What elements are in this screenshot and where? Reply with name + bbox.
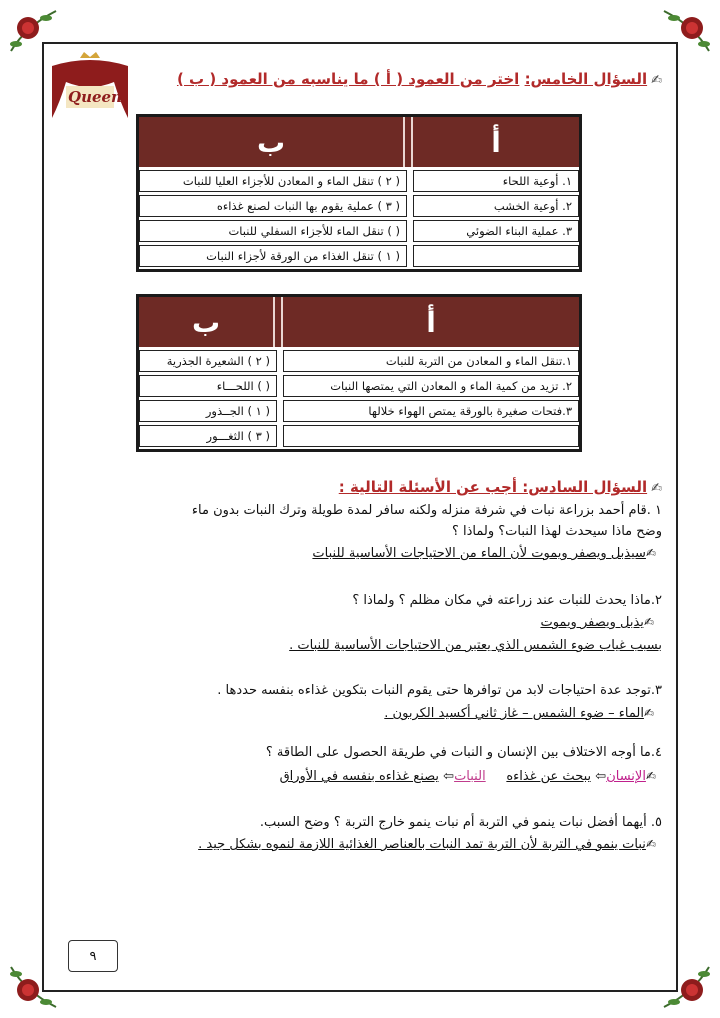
q5-label: السؤال الخامس: [524, 70, 648, 88]
column-b-header: ب [191, 305, 221, 339]
column-b-cell: ( ١ ) تنقل الغذاء من الورقة لأجزاء النبات [139, 245, 407, 267]
match-table-2 [136, 294, 582, 452]
rose-corner-icon [6, 6, 64, 56]
match-table-1 [136, 114, 582, 272]
table-row [139, 425, 579, 447]
column-b-cell: ( ١ ) الجــذور [139, 400, 277, 422]
pen-icon: ✍ [643, 706, 654, 720]
column-a-cell [413, 245, 579, 267]
column-b-cell: ( ٢ ) تنقل الماء و المعادن للأجزاء العليا للنبات [139, 170, 407, 192]
column-a-header: أ [491, 125, 501, 159]
question-text: ١ .قام أحمد بزراعة نبات في شرفة منزله ولكنه سافر لمدة طويلة وترك النبات بدون ماء [191, 503, 662, 518]
question-text: ٢.ماذا يحدث للنبات عند زراعته في مكان مظلم ؟ ولماذا ؟ [352, 593, 662, 608]
pen-icon: ✍ [651, 481, 662, 496]
answer-text: الماء – ضوء الشمس – غاز ثاني أكسيد الكربون . [384, 706, 644, 721]
column-a-cell [283, 425, 579, 447]
question-text: ٣.توجد عدة احتياجات لابد من توافرها حتى يقوم النبات بتكوين غذاءه بنفسه حددها . [217, 683, 662, 698]
page-number: ٩ [68, 940, 118, 972]
answer-line [198, 837, 656, 852]
answer-plant-label: النبات [454, 769, 486, 784]
q5-instruction: اختر من العمود ( أ ) ما يناسبه من العمود ( ب ) [176, 70, 520, 88]
table-row [139, 375, 579, 397]
answer-line [312, 546, 656, 561]
answer-line [289, 638, 662, 653]
table-header [139, 297, 579, 347]
question-text: ٥. أيهما أفضل نبات ينمو في التربة أم نبات ينمو خارج التربة ؟ وضح السبب. [259, 815, 662, 830]
table-row [139, 195, 579, 217]
rose-corner-icon [656, 6, 714, 56]
arrow-icon: ⇦ [443, 769, 455, 784]
crown-curtain-icon [44, 52, 136, 122]
rose-corner-icon [656, 962, 714, 1012]
answer-text: نبات ينمو في التربة لأن التربة تمد النبات بالعناصر الغذائية اللازمة لنموه بشكل جيد . [198, 837, 646, 852]
answer-text: يذبل ويصفر ويموت [540, 615, 644, 630]
table-header [139, 117, 579, 167]
table-row [139, 400, 579, 422]
column-a-cell: ٢. أوعية الخشب [413, 195, 579, 217]
answer-text: يبحث عن غذاءه [506, 769, 592, 784]
column-b-cell: ( ) اللحـــاء [139, 375, 277, 397]
column-a-cell: ٣. عملية البناء الضوئي [413, 220, 579, 242]
pen-icon: ✍ [645, 837, 656, 851]
answer-line [280, 769, 656, 784]
q6-label: السؤال السادس: أجب عن الأسئلة التالية : [338, 478, 648, 496]
table-row [139, 245, 579, 267]
answer-text: يصنع غذاءه بنفسه في الأوراق [279, 769, 440, 784]
question-text: ٤.ما أوجه الاختلاف بين الإنسان و النبات في طريقة الحصول على الطاقة ؟ [265, 745, 662, 760]
column-a-cell: ٣.فتحات صغيرة بالورقة يمتص الهواء خلالها [283, 400, 579, 422]
pen-icon: ✍ [651, 73, 662, 88]
answer-line [384, 706, 654, 721]
column-b-cell: ( ٢ ) الشعيرة الجذرية [139, 350, 277, 372]
queen-logo [44, 52, 136, 122]
column-b-cell: ( ٣ ) الثغـــور [139, 425, 277, 447]
answer-line [540, 615, 654, 630]
column-b-header: ب [256, 125, 286, 159]
pen-icon: ✍ [645, 546, 656, 560]
question-text: وضح ماذا سيحدث لهذا النبات؟ ولماذا ؟ [451, 524, 662, 539]
table-row [139, 350, 579, 372]
table-row [139, 220, 579, 242]
column-b-cell: ( ) تنقل الماء للأجزاء السفلي للنبات [139, 220, 407, 242]
pen-icon: ✍ [645, 769, 656, 783]
column-b-cell: ( ٣ ) عملية يقوم بها النبات لصنع غذاءه [139, 195, 407, 217]
answer-text: بسبب غياب ضوء الشمس الذي يعتبر من الاحتياجات الأساسية للنبات . [289, 638, 662, 653]
answer-human-label: الإنسان [606, 769, 646, 784]
logo-text: Queen [68, 88, 122, 106]
arrow-icon: ⇦ [595, 769, 607, 784]
answer-text: سيذبل ويصفر ويموت لأن الماء من الاحتياجات الأساسية للنبات [312, 546, 646, 561]
column-a-cell: ١.تنقل الماء و المعادن من التربة للنبات [283, 350, 579, 372]
table-row [139, 170, 579, 192]
rose-corner-icon [6, 962, 64, 1012]
column-a-cell: ٢. تزيد من كمية الماء و المعادن التي يمتصها النبات [283, 375, 579, 397]
column-a-cell: ١. أوعية اللحاء [413, 170, 579, 192]
pen-icon: ✍ [643, 615, 654, 629]
q6-title [339, 478, 662, 496]
column-a-header: أ [426, 305, 436, 339]
q5-title [177, 70, 662, 88]
